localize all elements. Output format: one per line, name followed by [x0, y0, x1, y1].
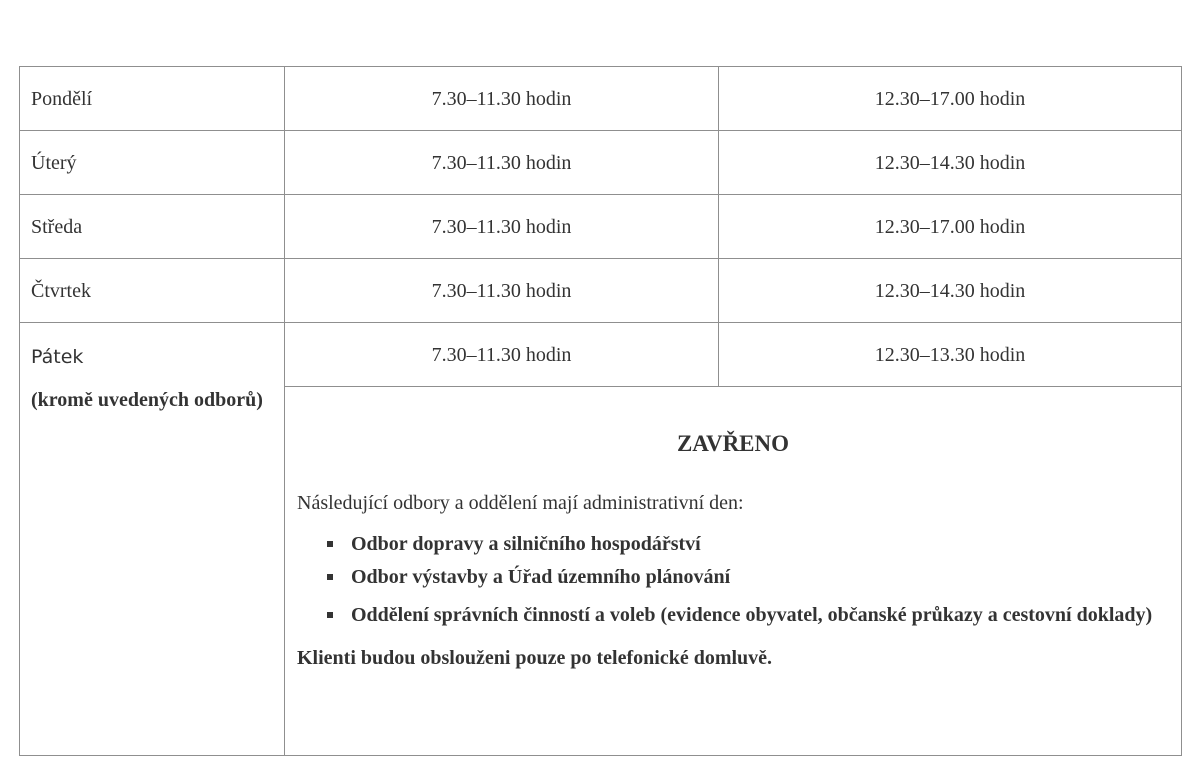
- morning-hours-cell: 7.30–11.30 hodin: [285, 195, 719, 259]
- department-list: [297, 529, 1169, 630]
- day-cell: Středa: [20, 195, 285, 259]
- square-bullet-icon: [327, 612, 333, 618]
- table-row-tuesday: [20, 131, 1182, 195]
- closed-title: ZAVŘENO: [676, 431, 790, 456]
- day-cell: Pondělí: [20, 67, 285, 131]
- table-row-thursday: [20, 259, 1182, 323]
- morning-hours-cell: 7.30–11.30 hodin: [285, 67, 719, 131]
- list-item: [351, 529, 1169, 559]
- table-row-friday: [20, 323, 1182, 387]
- department-name: Odbor dopravy a silničního hospodářství: [351, 533, 701, 555]
- afternoon-hours-cell: 12.30–17.00 hodin: [719, 67, 1182, 131]
- list-item: [351, 600, 1169, 630]
- afternoon-hours-cell: 12.30–14.30 hodin: [719, 259, 1182, 323]
- day-cell: Úterý: [20, 131, 285, 195]
- morning-hours-cell: 7.30–11.30 hodin: [285, 323, 719, 387]
- friday-day-label: Pátek: [31, 346, 84, 368]
- friday-note: (kromě uvedených odborů): [31, 389, 263, 411]
- day-cell: Čtvrtek: [20, 259, 285, 323]
- list-item: [351, 562, 1169, 592]
- closed-intro: Následující odbory a oddělení mají administrativní den:: [297, 492, 744, 514]
- square-bullet-icon: [327, 541, 333, 547]
- morning-hours-cell: 7.30–11.30 hodin: [285, 131, 719, 195]
- table-row-monday: [20, 67, 1182, 131]
- table-row-wednesday: [20, 195, 1182, 259]
- afternoon-hours-cell: 12.30–14.30 hodin: [719, 131, 1182, 195]
- afternoon-hours-cell: 12.30–13.30 hodin: [719, 323, 1182, 387]
- department-name: Oddělení správních činností a voleb (evidence obyvatel, občanské průkazy a cestovní doklady): [351, 604, 1153, 626]
- morning-hours-cell: 7.30–11.30 hodin: [285, 259, 719, 323]
- office-hours-table: [19, 66, 1182, 756]
- friday-day-cell: [20, 323, 285, 756]
- afternoon-hours-cell: 12.30–17.00 hodin: [719, 195, 1182, 259]
- closed-notice-cell: [285, 387, 1182, 756]
- square-bullet-icon: [327, 574, 333, 580]
- department-name: Odbor výstavby a Úřad územního plánování: [351, 566, 731, 588]
- closed-footer-note: Klienti budou obslouženi pouze po telefonické domluvě.: [297, 647, 773, 669]
